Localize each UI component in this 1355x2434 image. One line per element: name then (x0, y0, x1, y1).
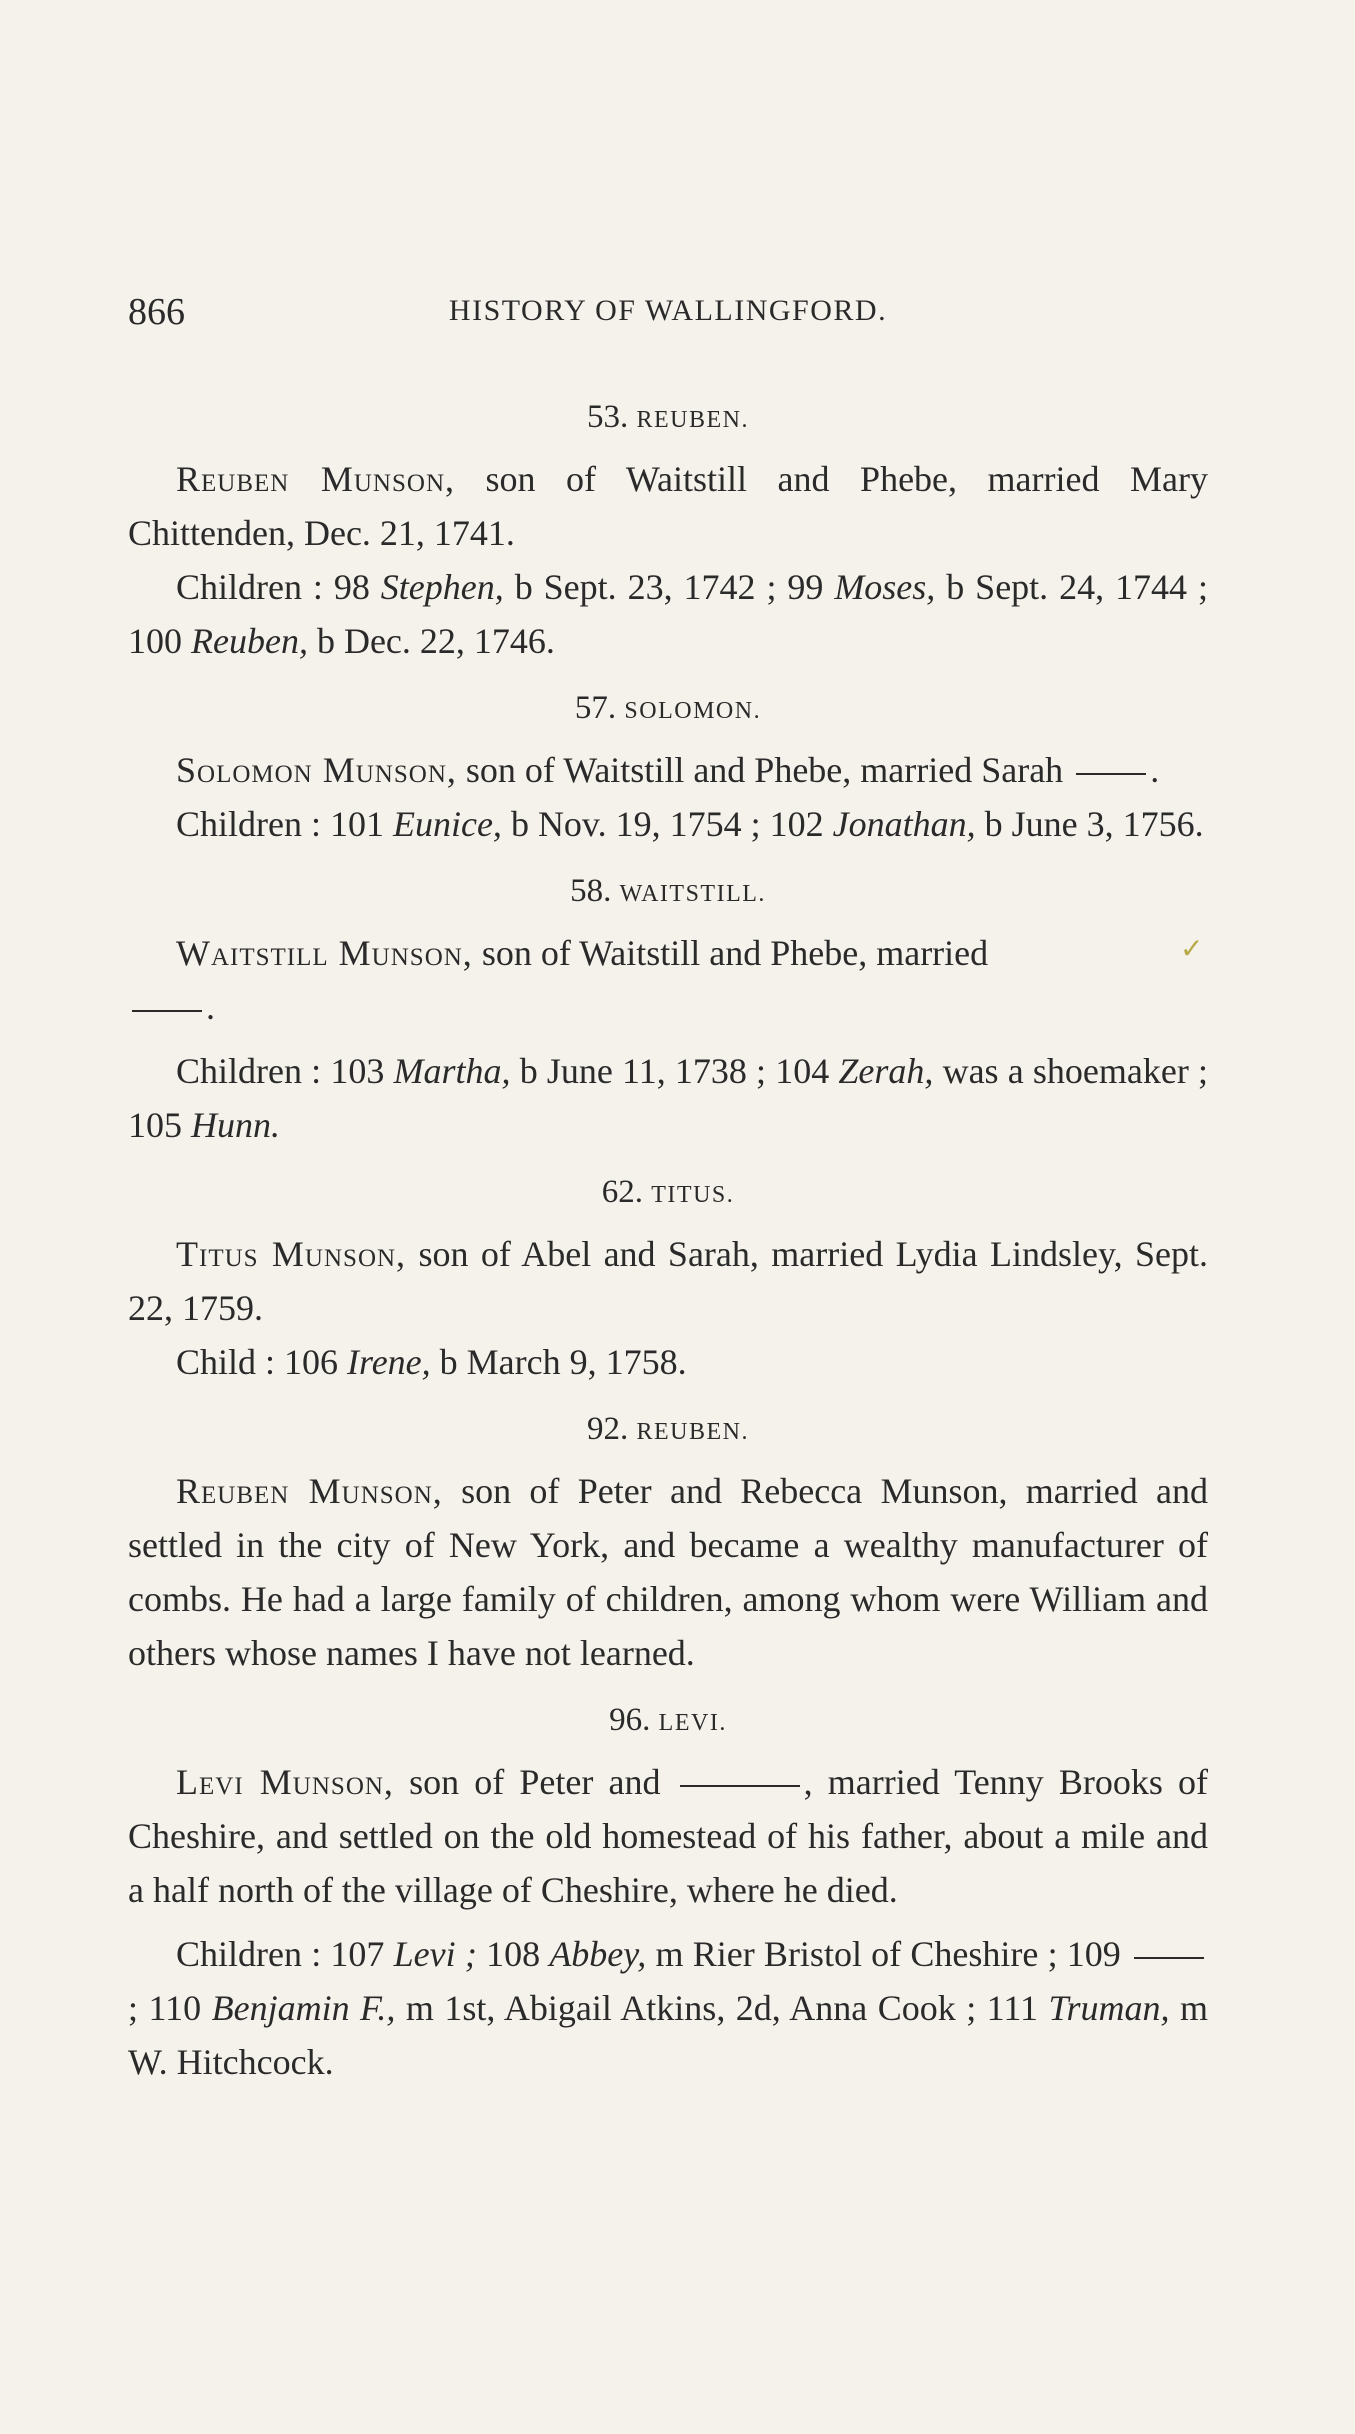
child-name: Abbey, (549, 1934, 647, 1974)
page-body (128, 395, 1208, 2089)
children-paragraph (128, 560, 1208, 668)
text-run: b Dec. 22, 1746. (307, 621, 555, 661)
section-heading (128, 869, 1208, 916)
person-name: Waitstill Munson, (176, 933, 473, 973)
section-title: REUBEN. (636, 407, 749, 433)
section-title: SOLOMON. (624, 698, 762, 724)
text-run: . (206, 987, 215, 1027)
printer-mark-icon: ✓ (1180, 934, 1204, 965)
text-run: ; 110 (128, 1988, 212, 2028)
section-title: WAITSTILL. (619, 881, 766, 907)
paragraph (128, 452, 1208, 560)
text-run: Children : 103 (176, 1051, 394, 1091)
text-run: was a shoemaker ; 105 (128, 1051, 1209, 1145)
person-name: Solomon Munson, (176, 750, 457, 790)
text-run: Children : 107 (176, 1934, 394, 1974)
child-name: Eunice, (392, 804, 502, 844)
children-paragraph (128, 1927, 1208, 2089)
section-62-titus (128, 1170, 1208, 1389)
section-heading (128, 1407, 1208, 1454)
paragraph (128, 926, 1208, 980)
blank-dash (1076, 773, 1146, 775)
text-run: m Rier Bristol of Cheshire ; 109 (646, 1934, 1131, 1974)
section-number: 92. (587, 1411, 629, 1447)
section-number: 62. (601, 1174, 643, 1210)
paragraph-continuation (128, 980, 1208, 1034)
child-name: Benjamin F., (211, 1988, 396, 2028)
section-heading (128, 1170, 1208, 1217)
child-name: Jonathan, (832, 804, 976, 844)
section-number: 57. (574, 690, 617, 726)
section-number: 58. (570, 873, 612, 909)
text-run: . (1150, 750, 1160, 790)
child-name: Martha, (393, 1051, 511, 1091)
child-name: Truman, (1048, 1988, 1170, 2028)
section-92-reuben (128, 1407, 1208, 1680)
text-run: b June 3, 1756. (975, 804, 1204, 844)
section-number: 96. (609, 1702, 651, 1738)
children-paragraph (128, 1335, 1208, 1389)
text-run: m 1st, Abigail Atkins, 2d, Anna Cook ; 111 (395, 1988, 1049, 2028)
person-name: Reuben Munson, (176, 459, 455, 499)
text-run: b June 11, 1738 ; 104 (510, 1051, 839, 1091)
child-name: Levi ; (393, 1934, 477, 1974)
paragraph-text: son of Waitstill and Phebe, married (472, 933, 989, 973)
page-number: 866 (128, 291, 185, 333)
paragraph-text: son of Peter and Rebecca Munson, married and settled in the city of New York, and became a wealthy manufacturer of combs. He had a large family of children, among whom were William and others whose names I have not learned. (128, 1471, 1208, 1673)
text-run: b March 9, 1758. (430, 1342, 687, 1382)
section-53-reuben (128, 395, 1208, 668)
child-name: Hunn. (191, 1105, 280, 1145)
child-name: Stephen, (380, 567, 504, 607)
text-run: b Sept. 23, 1742 ; 99 (503, 567, 835, 607)
paragraph (128, 743, 1208, 797)
text-run: b Nov. 19, 1754 ; 102 (501, 804, 833, 844)
children-paragraph (128, 1044, 1208, 1152)
section-title: TITUS. (651, 1182, 735, 1208)
section-heading (128, 395, 1208, 442)
page-header (128, 290, 1208, 350)
section-57-solomon (128, 686, 1208, 851)
paragraph-text: son of Peter and (393, 1762, 676, 1802)
person-name: Reuben Munson, (176, 1471, 443, 1511)
child-name: Irene, (347, 1342, 431, 1382)
section-title: LEVI. (658, 1710, 727, 1736)
section-number: 53. (587, 399, 629, 435)
text-run: m W. Hitchcock. (128, 1988, 1208, 2082)
children-paragraph (128, 797, 1208, 851)
section-96-levi (128, 1698, 1208, 2089)
child-name: Zerah, (838, 1051, 934, 1091)
section-title: REUBEN. (636, 1419, 749, 1445)
text-run: Children : 101 (176, 804, 393, 844)
paragraph-text: , married Tenny Brooks of Cheshire, and settled on the old homestead of his father, about a mile and a half north of the village of Cheshire, where he died. (128, 1762, 1208, 1910)
text-run: Child : 106 (176, 1342, 348, 1382)
running-title: HISTORY OF WALLINGFORD. (448, 294, 888, 327)
blank-dash (132, 1010, 202, 1012)
paragraph-text: son of Waitstill and Phebe, married Sarah (456, 750, 1073, 790)
text-run: 108 (476, 1934, 550, 1974)
section-heading (128, 686, 1208, 733)
paragraph (128, 1227, 1208, 1335)
paragraph-text: son of Abel and Sarah, married Lydia Lindsley, Sept. 22, 1759. (128, 1234, 1208, 1328)
text-run: b Sept. 24, 1744 ; 100 (128, 567, 1208, 661)
paragraph (128, 1464, 1208, 1680)
person-name: Titus Munson, (176, 1234, 407, 1274)
paragraph-text: son of Waitstill and Phebe, married Mary Chittenden, Dec. 21, 1741. (128, 459, 1208, 553)
person-name: Levi Munson, (176, 1762, 394, 1802)
blank-dash (680, 1785, 800, 1787)
child-name: Moses, (834, 567, 936, 607)
section-58-waitstill (128, 869, 1208, 1152)
text-run: Children : 98 (176, 567, 381, 607)
paragraph (128, 1755, 1208, 1917)
blank-dash (1134, 1957, 1204, 1959)
section-heading (128, 1698, 1208, 1745)
child-name: Reuben, (191, 621, 308, 661)
